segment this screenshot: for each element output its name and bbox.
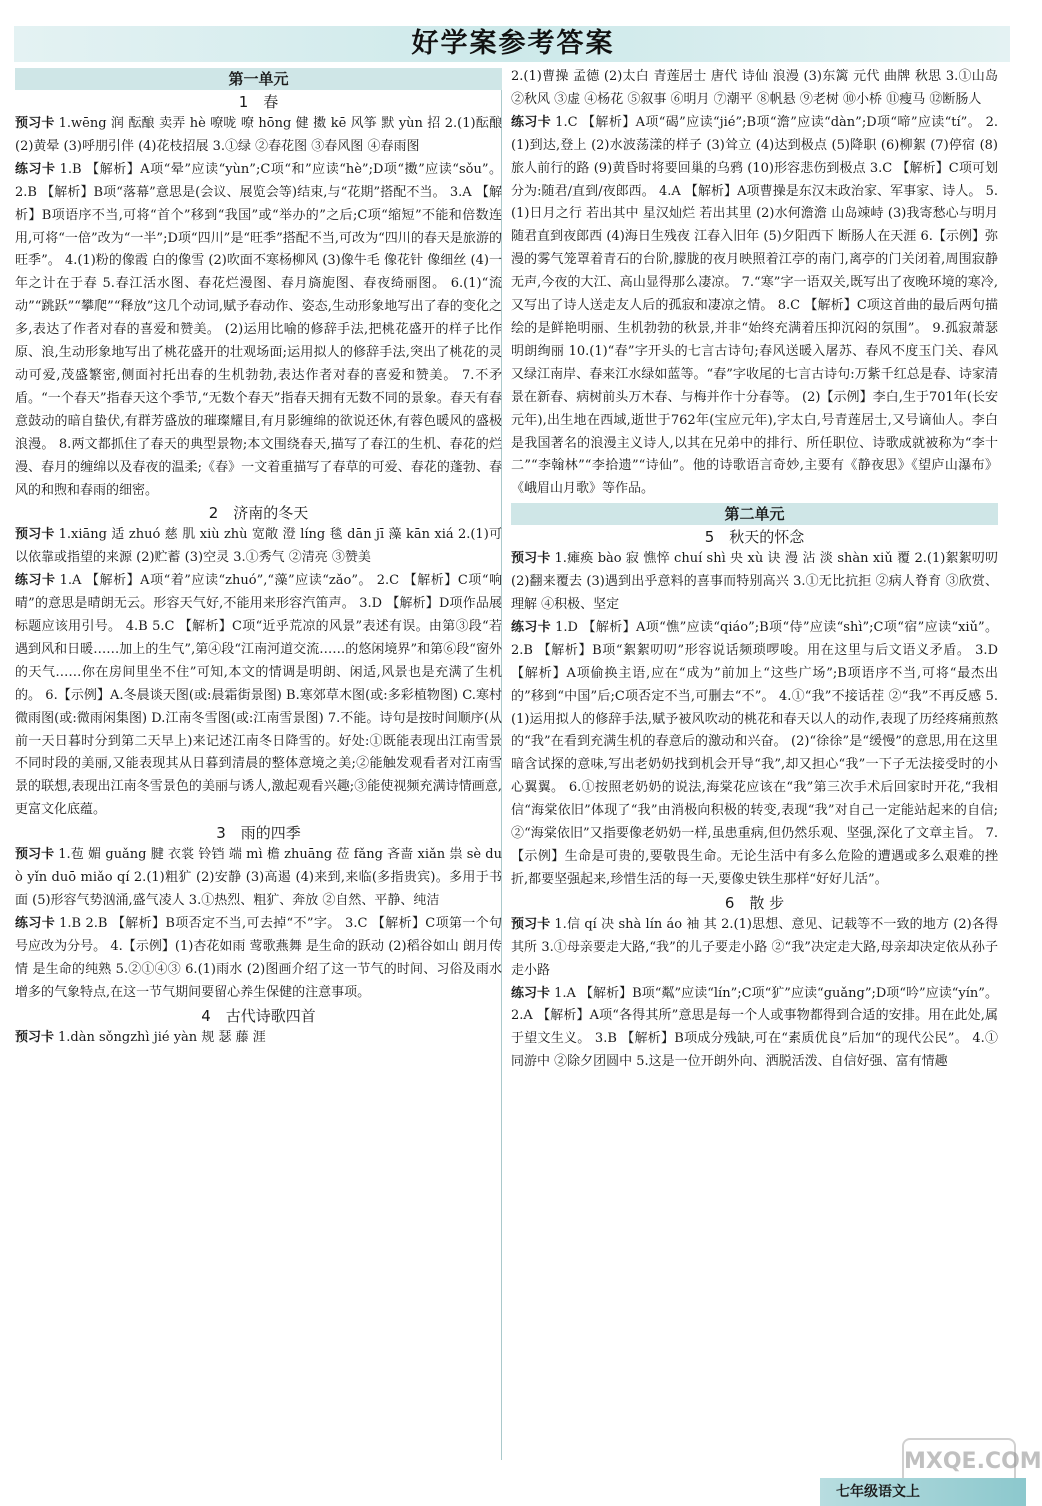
preview-text: 1.xiāng 适 zhuó 慈 肌 xiù zhù 宽敞 澄 líng 毯 dān jī 藻 kān xiá 2.(1)可以依靠或指望的来源 (2)贮蓄 (3)空灵 3.①秀气 ②清亮 ③赞美 <box>15 527 502 566</box>
preview-text: 1.wēng 润 酝酿 卖弄 hè 嘹咙 嘹 hōng 健 擞 kē 风筝 默 yùn 招 2.(1)酝酿 (2)黄晕 (3)呼朋引伴 (4)花枝招展 3.①绿 ②春花图 ③春风图 ④春雨图 <box>15 116 502 154</box>
lesson-title-4: 4 古代诗歌四首 <box>201 1006 316 1025</box>
lesson4-preview-continued: 2.(1)曹操 孟德 (2)太白 青莲居士 唐代 诗仙 浪漫 (3)东篱 元代 曲牌 秋思 3.①山岛 ②秋风 ③虚 ④杨花 ⑤叙事 ⑥明月 ⑦潮平 ⑧帆悬 ⑨老树 ⑩小桥 ⑪瘦马 ⑫断肠人 <box>511 69 998 107</box>
preview-text: 1.dàn sǒngzhì jié yàn 规 瑟 藤 涯 <box>58 1029 266 1045</box>
lesson5-preview <box>511 548 998 617</box>
preview-text: 1.瘫痪 bào 寂 憔悴 chuí shì 央 xù 诀 漫 沾 淡 shàn xiǔ 覆 2.(1)絮絮叨叨 (2)翻来覆去 (3)遇到出乎意料的喜事而特别高兴 3.①无比抗拒 ②病人脊育 ③欣赏、理解 ④积极、坚定 <box>511 551 998 613</box>
exercise-tag: 练习卡 <box>15 161 56 177</box>
exercise-text: 1.D 【解析】A项“憔”应读“qiáo”;B项“侍”应读“shì”;C项“宿”应读“xiǔ”。 2.B 【解析】B项“絮絮叨叨”形容说话频琐啰唆。用在这里与后文语义矛盾。 3.D 【解析】A项偷换主语,应在“成为”前加上“这些广场”;B项语序不当,可将“最杰出的”移到“中国”后;C项否定不当,可删去“不”。 4.①“我”不接话茬 ②“我”不再反感 5.(1)运用拟人的修辞手法,赋予被风吹动的桃花和春天以人的动作,表现了历经疼痛煎熬的“我”在看到充满生机的春意后的激动和兴奋。 (2)“徐徐”是“缓慢”的意思,用在这里暗含试探的意味,写出老奶奶找到机会开导“我”,却又担心“我”一下子无法接受时的小心翼翼。 6.①按照老奶奶的说法,海棠花应该在“我”第三次手术后回家时开花,“我相信“海棠依旧”体现了“我”由消极向积极的转变,表现“我”对自己一定能站起来的自信;②“海棠依旧”又指要像老奶奶一样,虽患重病,但仍然乐观、坚强,深化了文章主旨。 7.【示例】生命是可贵的,要敬畏生命。无论生活中有多么危险的遭遇或多么艰难的挫折,都要坚强起来,珍惜生活的每一天,要像史铁生那样“好好儿活”。 <box>511 619 998 887</box>
lesson6-preview <box>511 914 998 983</box>
preview-tag: 预习卡 <box>15 527 55 543</box>
exercise-text: 1.C 【解析】A项“碣”应读“jié”;B项“澹”应读“dàn”;D项“啼”应读“tí”。 2.(1)到达,登上 (2)水波荡漾的样子 (3)耸立 (4)达到极点 (5)降职 (6)柳絮 (7)停宿 (8)旅人前行的路 (9)黄昏时将要回巢的乌鸦 (10)形容悲伤到极点 3.C 【解析】C项可划分为:随君/直到/夜郎西。 4.A 【解析】A项曹操是东汉末政治家、军事家、诗人。 5.(1)日月之行 若出其中 星汉灿烂 若出其里 (2)水何澹澹 山岛竦峙 (3)我寄愁心与明月 随君直到夜郎西 (4)海日生残夜 江春入旧年 (5)夕阳西下 断肠人在天涯 6.【示例】弥漫的雾气笼罩着青石的台阶,朦胧的夜月映照着江亭的南门,离亭的门关闭着,周围寂静无声,今夜的大江、高山显得那么凄凉。 7.“寒”字一语双关,既写出了夜晚环境的寒冷,又写出了诗人送走友人后的孤寂和凄凉之情。 8.C 【解析】C项这首曲的最后两句描绘的是鲜艳明丽、生机勃勃的秋景,并非“始终充满着压抑沉闷的氛围”。 9.孤寂萧瑟 明朗绚丽 10.(1)“春”字开头的七言古诗句;春风送暖入屠苏、春风不度玉门关、春风又绿江南岸、春来江水绿如蓝等。“春”字收尾的七言古诗句:万紫千红总是春、诗家清景在新春、病树前头万木春、与梅并作十分春等。 (2)【示例】李白,生于701年(长安元年),出生地在西域,逝世于762年(宝应元年),字太白,号青莲居士,又号谪仙人。李白是我国著名的浪漫主义诗人,以其在兄弟中的排行、所任职位、诗歌成就被称为“李十二”“李翰林”“李拾遗”“诗仙”。他的诗歌语言奇妙,主要有《静夜思》《望庐山瀑布》《峨眉山月歌》等作品。 <box>511 114 998 497</box>
lesson6-exercise <box>511 983 998 1075</box>
lesson3-exercise <box>15 913 502 1005</box>
exercise-text: 1.A 【解析】A项“着”应读“zhuó”,“藻”应读“zǎo”。 2.C 【解析】C项“响晴”的意思是晴朗无云。形容天气好,不能用来形容汽笛声。 3.D 【解析】D项作品展标题应该用引号。 4.B 5.C 【解析】C项“近乎荒凉的风景”表述有误。由第③段“若遇到风和日暖……加上的生气”,第④段“江南河道交流……的悠闲境界”和第⑥段“窗外的天气……你在房间里坐不住”可知,本文的情调是明朗、闲适,风景也是充满了生机的。 6.【示例】A.冬晨谈天图(或:晨霜街景图) B.寒郊草木图(或:多彩植物图) C.寒村微雨图(或:微雨闲集图) D.江南冬雪图(或:江南雪景图) 7.不能。诗句是按时间顺序(从前一天日暮时分到第二天早上)来记述江南冬日降雪的。好处:①既能表现出江南雪景不同时段的美丽,又能表现其从日暮到清晨的整体意境之美;②能触发观看者对江南雪景的联想,表现出江南冬雪景色的美丽与诱人,激起观看兴趣;③能使视频充满诗情画意,更富文化底蕴。 <box>15 573 502 818</box>
exercise-tag: 练习卡 <box>15 915 56 931</box>
exercise-tag: 练习卡 <box>511 985 551 1001</box>
lesson4-preview <box>15 1027 502 1050</box>
lesson-title-5: 5 秋天的怀念 <box>704 528 805 547</box>
footer-label: 七年级语文上 <box>836 1484 920 1500</box>
exercise-tag: 练习卡 <box>511 619 552 635</box>
exercise-text: 1.B 【解析】A项“晕”应读“yùn”;C项“和”应读“hè”;D项“擞”应读“sǒu”。 2.B 【解析】B项“落幕”意思是(会议、展览会等)结束,与“花期”搭配不当。 3.A 【解析】B项语序不当,可将“首个”移到“我国”或“举办的”之后;C项“缩短”不能和倍数连用,可将“一倍”改为“一半”;D项“四川”是“旺季”搭配不当,可改为“四川的春天是旅游的旺季”。 4.(1)粉的像霞 白的像雪 (2)吹面不寒杨柳风 (3)像牛毛 像花针 像细丝 (4)一年之计在于春 5.春江活水图、春花烂漫图、春月旖旎图、春夜绮丽图。 6.(1)“流动”“跳跃”“攀爬”“释放”这几个动词,赋予春动作、姿态,生动形象地写出了春的变化之多,表达了作者对春的喜爱和赞美。 (2)运用比喻的修辞手法,把桃花盛开的样子比作原、浪,生动形象地写出了桃花盛开的壮观场面;运用拟人的修辞手法,突出了桃花的灵动可爱,茂盛繁密,侧面衬托出春的生机勃勃,表达作者对春的喜爱和赞美。 7.不矛盾。“一个春天”指春天这个季节,“无数个春天”指春天拥有无数不同的景象。春天有春意鼓动的暗自蛰伏,有群芳盛放的璀璨耀目,有月影缠绵的欲说还休,有蓉色暖风的盛极浪漫。 8.两文都抓住了春天的典型景物;本文围绕春天,描写了春江的生机、春花的烂漫、春月的缠绵以及春夜的温柔;《春》一文着重描写了春草的可爱、春花的蓬勃、春风的和煦和春雨的细密。 <box>15 161 502 498</box>
preview-text: 1.苞 媚 guǎng 腱 衣裳 铃铛 端 mì 檐 zhuāng 莅 fǎng 吝啬 xiǎn 祟 sè duò yǐn duō miǎo qí 2.(1)粗犷 (2)安静 (3)高遏 (4)来到,来临(多指贵宾)。多用于书面 (5)形容气势汹涌,盛气凌人 3.①热烈、粗犷、奔放 ②自然、平静、纯洁 <box>15 847 502 908</box>
right-column <box>511 66 998 1464</box>
lesson1-preview <box>15 113 502 159</box>
preview-tag: 预习卡 <box>511 916 551 932</box>
preview-text: 1.信 qí 决 shà lín áo 袖 其 2.(1)思想、意见、记载等不一致的地方 (2)各得其所 3.①母亲要走大路,“我”的儿子要走小路 ②“我”决定走大路,母亲却决定依从孙子走小路 <box>511 916 998 978</box>
exercise-text: 1.A 【解析】B项“粼”应读“lín”;C项“犷”应读“guǎng”;D项“吟”应读“yín”。 2.A 【解析】A项“各得其所”意思是每一个人或事物都得到合适的安排。用在此处,属于望文生义。 3.B 【解析】B项成分残缺,可在“素质优良”后加“的现代公民”。 4.①同游中 ②除夕团圆中 5.这是一位开朗外向、洒脱活泼、自信好强、富有情趣 <box>511 985 998 1070</box>
watermark-logo: MXQE.COM <box>902 1438 1016 1486</box>
unit-header-1: 第一单元 <box>15 68 502 90</box>
unit-header-2: 第二单元 <box>511 503 998 525</box>
lesson-title-2: 2 济南的冬天 <box>208 504 309 523</box>
page-title: 好学案参考答案 <box>411 28 615 59</box>
lesson2-preview <box>15 524 502 570</box>
lesson-title-1: 1 春 <box>238 93 279 111</box>
preview-tag: 预习卡 <box>15 116 55 131</box>
exercise-tag: 练习卡 <box>15 573 56 589</box>
preview-tag: 预习卡 <box>511 551 551 567</box>
left-column <box>15 66 502 1464</box>
lesson-title-3: 3 雨的四季 <box>216 824 301 843</box>
lesson2-exercise <box>15 570 502 822</box>
preview-tag: 预习卡 <box>15 1029 55 1045</box>
exercise-tag: 练习卡 <box>511 114 552 130</box>
lesson1-exercise <box>15 159 502 503</box>
lesson4-exercise <box>511 112 998 501</box>
lesson-title-6: 6 散 步 <box>724 893 785 912</box>
lesson3-preview <box>15 844 502 913</box>
exercise-text: 1.B 2.B 【解析】B项否定不当,可去掉“不”字。 3.C 【解析】C项第一个句号应改为分号。 4.【示例】(1)杏花如雨 莺歌燕舞 是生命的跃动 (2)稻谷如山 朗月传情 是生命的纯熟 5.②①④③ 6.(1)雨水 (2)图画介绍了这一节气的时间、习俗及雨水增多的气象特点,在这一节气期间要留心养生保健的注意事项。 <box>15 915 502 1000</box>
lesson5-exercise <box>511 617 998 892</box>
preview-tag: 预习卡 <box>15 847 55 863</box>
